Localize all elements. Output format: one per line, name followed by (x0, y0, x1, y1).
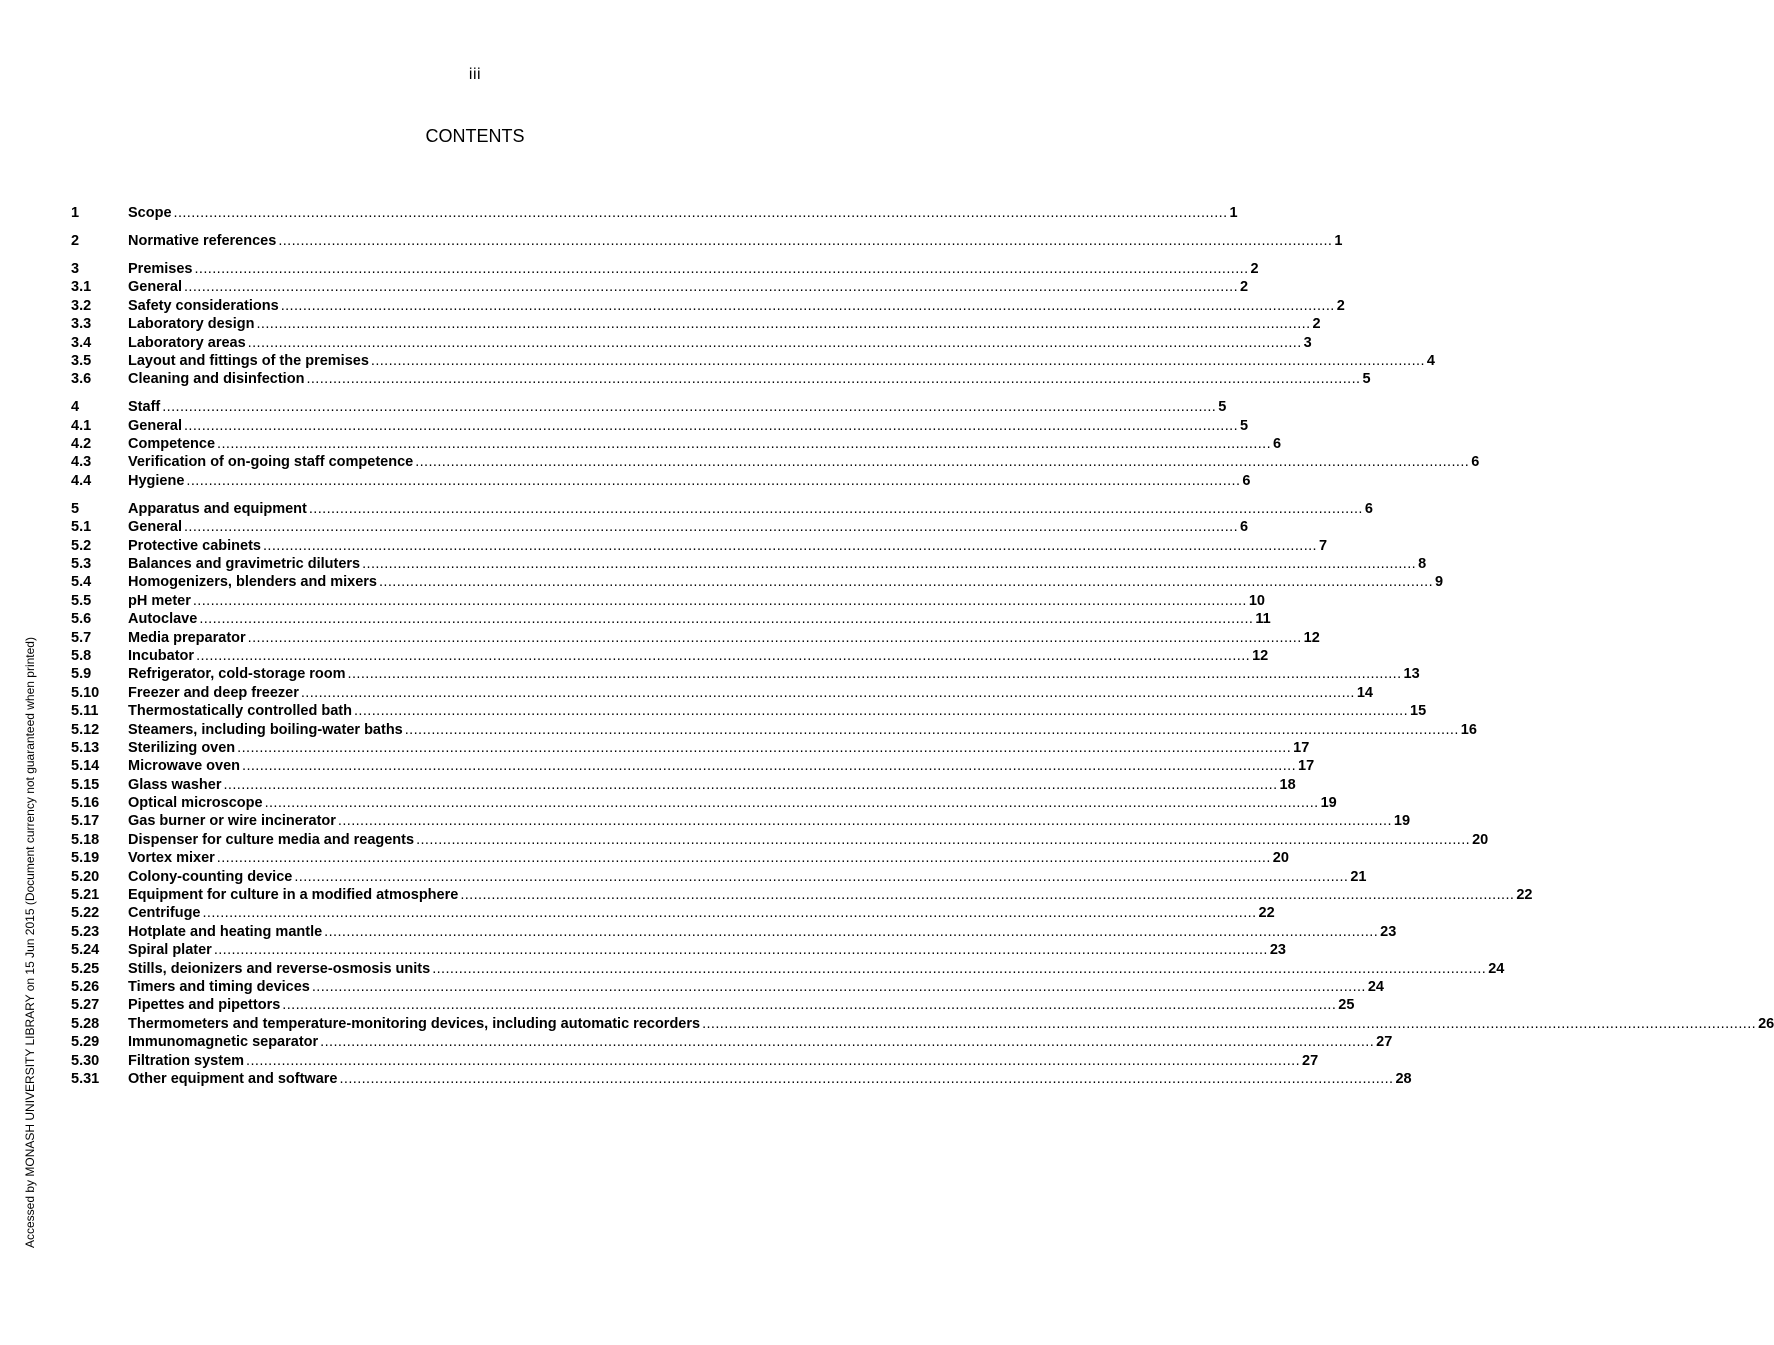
toc-entry[interactable] (71, 1015, 1774, 1033)
toc-entry-number: 3.5 (71, 352, 92, 369)
toc-entry-page: 5 (1218, 399, 1227, 416)
toc-dot-leader (339, 1070, 1393, 1088)
toc-entry-number: 5.5 (71, 592, 92, 609)
toc-dot-leader (214, 941, 1268, 959)
toc-entry-number: 5.30 (71, 1052, 100, 1069)
toc-entry-page: 5 (1362, 371, 1371, 388)
toc-entry-title: Vortex mixer (128, 850, 215, 867)
toc-entry-number: 5.26 (71, 979, 100, 995)
toc-dot-leader (186, 472, 1240, 490)
toc-entry-number: 5.6 (71, 611, 92, 628)
table-of-contents (71, 204, 1774, 1098)
toc-entry[interactable] (71, 684, 1373, 702)
toc-entry[interactable] (71, 417, 1249, 435)
toc-entry-number: 5.16 (71, 795, 100, 812)
toc-entry[interactable] (71, 555, 1427, 573)
toc-entry-number: 5.28 (71, 1015, 100, 1032)
toc-entry-number: 5.9 (71, 666, 92, 683)
toc-entry-number: 5.24 (71, 942, 100, 959)
toc-dot-leader (416, 831, 1470, 849)
toc-entry-number: 2 (71, 232, 80, 249)
toc-entry-title: Other equipment and software (128, 1070, 338, 1087)
toc-entry-title: Freezer and deep freezer (128, 684, 299, 701)
toc-dot-leader (320, 1033, 1374, 1051)
toc-entry-number: 3.6 (71, 371, 92, 388)
toc-entry-title: Media preparator (128, 629, 246, 646)
toc-entry[interactable] (71, 453, 1480, 471)
toc-dot-leader (195, 260, 1249, 278)
toc-entry-page: 16 (1460, 721, 1477, 738)
toc-entry-page: 23 (1269, 942, 1286, 959)
toc-dot-leader (362, 555, 1416, 573)
toc-entry-page: 17 (1293, 739, 1310, 756)
access-watermark: Accessed by MONASH UNIVERSITY LIBRARY on 15 Jun 2015 (Document currency not guaranteed when printed) (23, 637, 37, 1248)
toc-entry[interactable] (71, 1052, 1319, 1070)
toc-entry[interactable] (71, 435, 1282, 453)
toc-entry[interactable] (71, 849, 1289, 867)
toc-dot-leader (263, 537, 1317, 555)
toc-entry-page: 24 (1367, 979, 1384, 995)
toc-entry-number: 5.18 (71, 831, 100, 848)
toc-dot-leader (248, 334, 1302, 352)
toc-entry-page: 2 (1336, 297, 1345, 314)
toc-entry-title: Thermostatically controlled bath (128, 703, 352, 720)
toc-entry-title: Homogenizers, blenders and mixers (128, 574, 377, 591)
toc-entry[interactable] (71, 398, 1227, 416)
toc-entry-page: 23 (1380, 923, 1397, 940)
toc-entry-title: Apparatus and equipment (128, 500, 307, 517)
toc-entry-page: 2 (1312, 316, 1321, 333)
toc-dot-leader (257, 315, 1311, 333)
toc-section-group (71, 204, 1238, 222)
toc-dot-leader (199, 610, 1253, 628)
toc-entry-number: 5.8 (71, 647, 92, 664)
toc-entry-page: 8 (1418, 556, 1427, 573)
toc-entry-page: 1 (1334, 232, 1343, 249)
toc-entry[interactable] (71, 500, 1373, 518)
toc-entry[interactable] (71, 757, 1315, 775)
page-number: iii (468, 66, 482, 83)
toc-entry-title: Timers and timing devices (128, 979, 310, 995)
toc-entry-number: 1 (71, 205, 80, 221)
toc-dot-leader (301, 684, 1355, 702)
toc-entry-number: 5.20 (71, 868, 100, 885)
toc-entry[interactable] (71, 776, 1296, 794)
toc-entry-page: 12 (1252, 647, 1269, 664)
toc-entry-number: 5.7 (71, 629, 92, 646)
toc-entry-number: 5.3 (71, 556, 92, 573)
toc-entry[interactable] (71, 904, 1275, 922)
toc-entry-number: 5.25 (71, 960, 100, 977)
toc-entry-title: Hotplate and heating mantle (128, 923, 323, 940)
toc-entry[interactable] (71, 610, 1271, 628)
toc-dot-leader (203, 904, 1257, 922)
toc-entry-page: 19 (1320, 795, 1337, 812)
toc-dot-leader (702, 1015, 1756, 1033)
toc-dot-leader (246, 1052, 1300, 1070)
toc-entry[interactable] (71, 370, 1371, 388)
toc-entry[interactable] (71, 260, 1259, 278)
toc-entry[interactable] (71, 886, 1533, 904)
toc-entry-number: 5.2 (71, 537, 92, 554)
toc-dot-leader (265, 794, 1319, 812)
toc-dot-leader (282, 996, 1336, 1014)
toc-entry-number: 5.17 (71, 813, 100, 830)
toc-entry-page: 11 (1255, 611, 1271, 628)
toc-entry-number: 3.2 (71, 297, 92, 314)
toc-entry[interactable] (71, 592, 1265, 610)
toc-entry-title: Filtration system (128, 1052, 245, 1069)
toc-entry-title: General (128, 417, 182, 434)
toc-entry-page: 6 (1364, 500, 1373, 517)
toc-entry-number: 5.1 (71, 519, 92, 536)
toc-entry[interactable] (71, 315, 1321, 333)
toc-entry-title: Protective cabinets (128, 537, 261, 554)
toc-entry-page: 13 (1403, 666, 1420, 683)
toc-entry-number: 5.4 (71, 574, 92, 591)
toc-entry-number: 4.2 (71, 436, 92, 453)
toc-dot-leader (237, 739, 1291, 757)
toc-entry-title: Layout and fittings of the premises (128, 352, 369, 369)
toc-entry-title: Pipettes and pipettors (128, 997, 281, 1014)
toc-entry-page: 20 (1272, 850, 1289, 867)
toc-dot-leader (217, 849, 1271, 867)
toc-dot-leader (312, 978, 1366, 996)
toc-entry-page: 27 (1376, 1034, 1393, 1051)
toc-entry[interactable] (71, 794, 1337, 812)
toc-entry-number: 4.3 (71, 454, 92, 471)
toc-entry-page: 28 (1395, 1070, 1412, 1087)
toc-entry[interactable] (71, 665, 1420, 683)
toc-entry-title: Optical microscope (128, 795, 263, 812)
toc-dot-leader (217, 435, 1271, 453)
toc-entry-title: Laboratory areas (128, 334, 246, 351)
toc-entry-number: 3.3 (71, 316, 92, 333)
toc-entry-number: 3.1 (71, 279, 92, 296)
toc-dot-leader (371, 352, 1425, 370)
toc-entry-page: 6 (1471, 454, 1480, 471)
toc-entry[interactable] (71, 1070, 1412, 1088)
toc-dot-leader (432, 960, 1486, 978)
toc-entry[interactable] (71, 868, 1367, 886)
toc-dot-leader (278, 232, 1332, 250)
toc-entry-page: 15 (1410, 703, 1427, 720)
toc-dot-leader (348, 665, 1402, 683)
toc-entry-number: 5.14 (71, 758, 100, 775)
toc-entry-page: 19 (1393, 813, 1411, 830)
toc-entry-number: 5.27 (71, 997, 100, 1014)
toc-entry-page: 20 (1472, 831, 1489, 848)
toc-entry[interactable] (71, 647, 1269, 665)
toc-dot-leader (338, 812, 1392, 830)
toc-entry-title: Colony-counting device (128, 868, 293, 885)
toc-entry-title: Refrigerator, cold-storage room (128, 666, 346, 683)
toc-dot-leader (193, 592, 1247, 610)
toc-entry-page: 22 (1258, 905, 1275, 922)
toc-entry-title: General (128, 519, 182, 536)
toc-entry-title: Laboratory design (128, 316, 255, 333)
toc-entry-title: Normative references (128, 232, 277, 249)
toc-entry-title: Microwave oven (128, 758, 241, 775)
toc-entry[interactable] (71, 472, 1251, 490)
toc-entry-number: 5.22 (71, 905, 100, 922)
toc-entry-page: 17 (1298, 758, 1315, 775)
toc-entry[interactable] (71, 812, 1411, 830)
toc-entry[interactable] (71, 996, 1355, 1014)
toc-entry-title: Glass washer (128, 776, 222, 793)
toc-entry-number: 5 (71, 500, 80, 517)
toc-entry-title: Spiral plater (128, 942, 212, 959)
toc-dot-leader (281, 297, 1335, 315)
toc-dot-leader (324, 923, 1378, 941)
toc-entry-page: 4 (1426, 352, 1435, 369)
toc-dot-leader (405, 721, 1459, 739)
toc-entry-page: 12 (1303, 629, 1320, 646)
toc-entry-page: 1 (1229, 205, 1238, 221)
toc-entry[interactable] (71, 297, 1345, 315)
toc-entry[interactable] (71, 232, 1343, 250)
toc-entry[interactable] (71, 941, 1286, 959)
toc-entry-page: 10 (1248, 592, 1265, 609)
toc-entry-number: 5.29 (71, 1034, 100, 1051)
toc-entry[interactable] (71, 923, 1397, 941)
toc-entry-title: Gas burner or wire incinerator (128, 813, 336, 830)
toc-entry-title: General (128, 279, 182, 296)
toc-entry-page: 25 (1338, 997, 1355, 1014)
toc-entry-title: Premises (128, 260, 193, 277)
toc-dot-leader (162, 398, 1216, 416)
toc-entry-number: 4 (71, 399, 80, 416)
toc-dot-leader (309, 500, 1363, 518)
toc-entry-title: Safety considerations (128, 297, 279, 314)
toc-entry-title: Centrifuge (128, 905, 201, 922)
toc-dot-leader (294, 868, 1348, 886)
toc-entry-title: Verification of on-going staff competence (128, 454, 414, 471)
toc-entry-number: 5.11 (71, 703, 99, 720)
toc-entry-title: Hygiene (128, 472, 185, 489)
toc-dot-leader (415, 453, 1469, 471)
toc-entry-page: 24 (1488, 960, 1505, 977)
toc-entry-title: Dispenser for culture media and reagents (128, 831, 415, 848)
toc-entry-title: Scope (128, 205, 172, 221)
toc-entry-number: 5.31 (71, 1070, 100, 1087)
toc-entry-page: 6 (1240, 519, 1249, 536)
toc-entry-number: 5.15 (71, 776, 100, 793)
toc-entry-page: 2 (1250, 260, 1259, 277)
toc-entry-title: Immunomagnetic separator (128, 1034, 319, 1051)
toc-dot-leader (184, 417, 1238, 435)
toc-dot-leader (306, 370, 1360, 388)
toc-entry[interactable] (71, 702, 1427, 720)
toc-entry[interactable] (71, 629, 1320, 647)
toc-entry-page: 18 (1279, 776, 1296, 793)
toc-entry-number: 5.21 (71, 887, 100, 904)
toc-entry-number: 5.10 (71, 684, 100, 701)
toc-dot-leader (248, 629, 1302, 647)
toc-dot-leader (196, 647, 1250, 665)
toc-entry-page: 2 (1240, 279, 1249, 296)
toc-entry-page: 26 (1758, 1015, 1774, 1032)
toc-entry-title: Autoclave (128, 611, 198, 628)
toc-entry[interactable] (71, 960, 1505, 978)
toc-entry-number: 5.13 (71, 739, 100, 756)
toc-entry[interactable] (71, 1033, 1393, 1051)
toc-dot-leader (460, 886, 1514, 904)
toc-entry-title: Competence (128, 436, 216, 453)
toc-entry[interactable] (71, 278, 1249, 296)
toc-entry-number: 3.4 (71, 334, 92, 351)
toc-entry-title: Stills, deionizers and reverse-osmosis units (128, 960, 431, 977)
toc-entry-title: Steamers, including boiling-water baths (128, 721, 403, 738)
toc-section-group (71, 260, 1435, 389)
toc-entry-title: Sterilizing oven (128, 739, 236, 756)
toc-entry-title: Cleaning and disinfection (128, 371, 305, 388)
toc-dot-leader (174, 204, 1228, 222)
toc-entry-number: 5.19 (71, 850, 100, 867)
toc-section-group (71, 232, 1343, 250)
toc-entry-page: 9 (1435, 574, 1444, 591)
toc-entry-page: 7 (1318, 537, 1328, 554)
toc-entry-number: 4.4 (71, 472, 92, 489)
toc-entry[interactable] (71, 721, 1477, 739)
toc-entry-number: 5.23 (71, 923, 100, 940)
toc-dot-leader (354, 702, 1408, 720)
toc-entry-title: Staff (128, 399, 161, 416)
toc-entry-page: 6 (1273, 436, 1282, 453)
toc-entry-number: 3 (71, 260, 80, 277)
toc-entry-page: 14 (1356, 684, 1373, 701)
toc-entry-page: 5 (1240, 417, 1249, 434)
page-title: CONTENTS (425, 126, 525, 146)
toc-entry-title: Equipment for culture in a modified atmosphere (128, 887, 459, 904)
toc-entry[interactable] (71, 831, 1489, 849)
toc-entry-page: 22 (1516, 887, 1533, 904)
toc-entry-title: Incubator (128, 647, 195, 664)
toc-entry[interactable] (71, 978, 1384, 996)
toc-dot-leader (224, 776, 1278, 794)
toc-section-group (71, 500, 1774, 1089)
toc-entry-page: 21 (1350, 868, 1367, 885)
toc-entry-page: 27 (1302, 1052, 1319, 1069)
toc-dot-leader (242, 757, 1296, 775)
toc-entry-number: 4.1 (71, 417, 92, 434)
toc-entry-number: 5.12 (71, 721, 100, 738)
toc-entry[interactable] (71, 537, 1328, 555)
toc-entry[interactable] (71, 334, 1312, 352)
toc-entry[interactable] (71, 352, 1435, 370)
toc-entry[interactable] (71, 204, 1238, 222)
toc-entry-page: 6 (1242, 472, 1251, 489)
toc-dot-leader (184, 278, 1238, 296)
toc-dot-leader (379, 573, 1433, 591)
toc-entry-title: Balances and gravimetric diluters (128, 556, 361, 573)
toc-entry-title: pH meter (128, 592, 191, 609)
toc-entry-page: 3 (1303, 334, 1312, 351)
toc-dot-leader (184, 518, 1238, 536)
toc-entry[interactable] (71, 518, 1249, 536)
toc-entry[interactable] (71, 739, 1310, 757)
toc-entry[interactable] (71, 573, 1444, 591)
toc-section-group (71, 398, 1480, 490)
toc-entry-title: Thermometers and temperature-monitoring devices, including automatic recorders (128, 1015, 701, 1032)
